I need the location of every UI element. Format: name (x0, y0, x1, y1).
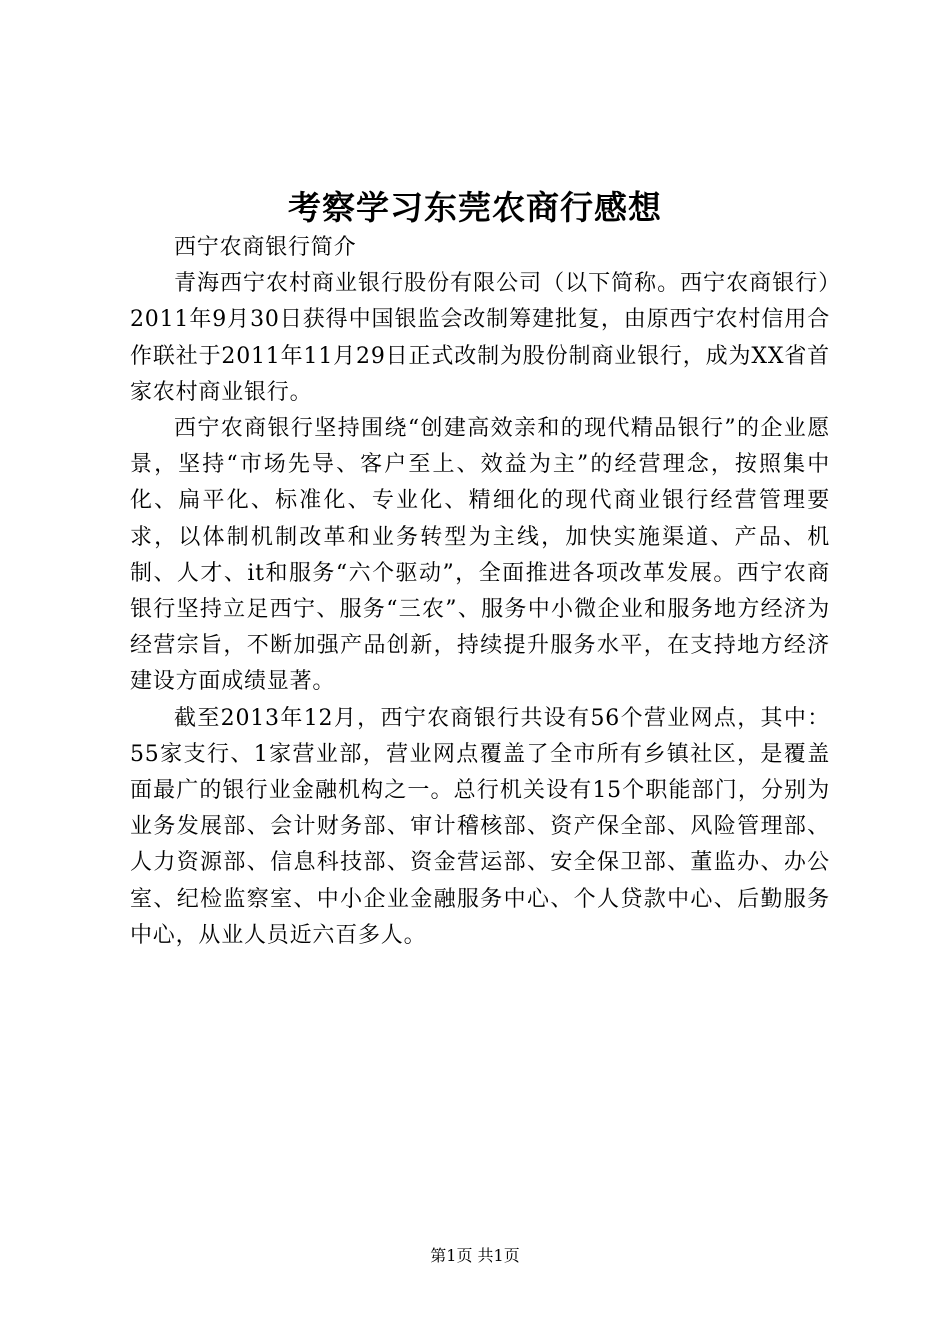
document-title: 考察学习东莞农商行感想 (288, 188, 662, 227)
document-body (130, 230, 830, 954)
page-footer: 第1页 共1页 (430, 1246, 520, 1265)
paragraph-bank-vision: 西宁农商银行坚持围绕“创建高效亲和的现代精品银行”的企业愿景，坚持“市场先导、客户至上、效益为主”的经营理念，按照集中化、扁平化、标准化、专业化、精细化的现代商业银行经营管理要求，以体制机制改革和业务转型为主线，加快实施渠道、产品、机制、人才、it和服务“六个驱动”，全面推进各项改革发展。西宁农商银行坚持立足西宁、服务“三农”、服务中小微企业和服务地方经济为经营宗旨，不断加强产品创新，持续提升服务水平，在支持地方经济建设方面成绩显著。 (130, 416, 830, 695)
paragraph-bank-network: 截至2013年12月，西宁农商银行共设有56个营业网点，其中：55家支行、1家营业部，营业网点覆盖了全市所有乡镇社区，是覆盖面最广的银行业金融机构之一。总行机关设有15个职能部门，分别为业务发展部、会计财务部、审计稽核部、资产保全部、风险管理部、人力资源部、信息科技部、资金营运部、安全保卫部、董监办、办公室、纪检监察室、中小企业金融服务中心、个人贷款中心、后勤服务中心，从业人员近六百多人。 (130, 705, 830, 948)
paragraph-intro-heading: 西宁农商银行简介 (174, 235, 357, 260)
paragraph-bank-overview: 青海西宁农村商业银行股份有限公司（以下简称。西宁农商银行）2011年9月30日获得中国银监会改制筹建批复，由原西宁农村信用合作联社于2011年11月29日正式改制为股份制商业银行，成为XX省首家农村商业银行。 (130, 271, 830, 405)
